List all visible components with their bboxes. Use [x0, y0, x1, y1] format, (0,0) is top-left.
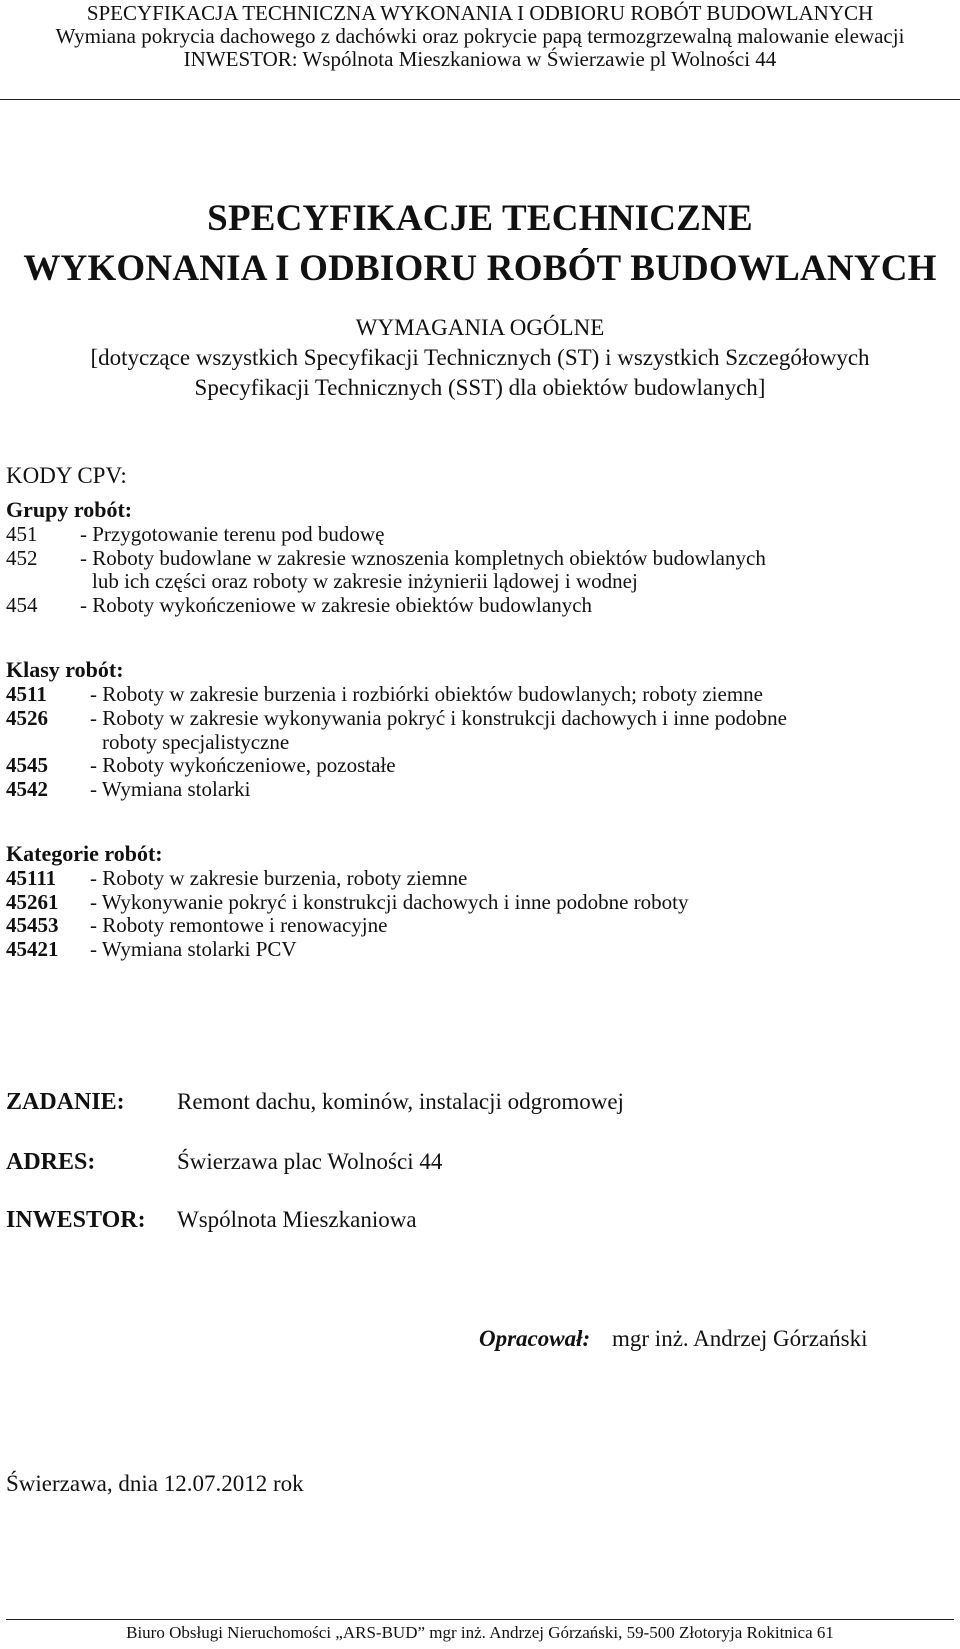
work-class-desc: roboty specjalistyczne: [102, 730, 290, 754]
document-subtitle: [0, 313, 960, 403]
header-line-2: Wymiana pokrycia dachowego z dachówki oraz pokrycie papą termozgrzewalną malowanie elewacji: [55, 24, 905, 48]
work-class-code: 4542: [6, 777, 48, 801]
work-class-code: 4545: [6, 753, 48, 777]
work-category-desc: - Roboty remontowe i renowacyjne: [90, 913, 388, 937]
work-category-desc: - Roboty w zakresie burzenia, roboty ziemne: [90, 866, 468, 890]
header-divider: [0, 99, 960, 100]
document-footer: Biuro Obsługi Nieruchomości „ARS-BUD” mgr inż. Andrzej Górzański, 59-500 Złotoryja Rokitnica 61: [126, 1623, 834, 1642]
title-line-1: SPECYFIKACJE TECHNICZNE: [207, 198, 753, 239]
work-category-code: 45421: [6, 937, 59, 961]
work-group-desc: - Przygotowanie terenu pod budowę: [80, 522, 385, 546]
footer-divider: [6, 1619, 954, 1620]
work-class-code: 4511: [6, 682, 47, 706]
title-line-2: WYKONANIA I ODBIORU ROBÓT BUDOWLANYCH: [23, 248, 937, 289]
prepared-by-label: Opracował:: [479, 1326, 591, 1351]
document-header: [0, 2, 960, 71]
work-category-code: 45261: [6, 890, 59, 914]
header-line-1: SPECYFIKACJA TECHNICZNA WYKONANIA I ODBIORU ROBÓT BUDOWLANYCH: [86, 1, 874, 25]
work-class-desc: - Roboty w zakresie wykonywania pokryć i konstrukcji dachowych i inne podobne: [90, 706, 787, 730]
work-class-desc: - Roboty w zakresie burzenia i rozbiórki obiektów budowlanych; roboty ziemne: [90, 682, 763, 706]
work-group-code: 454: [6, 593, 38, 617]
investor-value: Wspólnota Mieszkaniowa: [177, 1207, 417, 1232]
work-group-code: 452: [6, 546, 38, 570]
work-classes-heading: Klasy robót:: [6, 657, 124, 682]
subtitle-line-2: [dotyczące wszystkich Specyfikacji Technicznych (ST) i wszystkich Szczegółowych: [90, 345, 870, 370]
work-class-desc: - Wymiana stolarki: [90, 777, 251, 801]
work-category-code: 45453: [6, 913, 59, 937]
address-label: ADRES:: [6, 1149, 96, 1175]
task-label: ZADANIE:: [6, 1089, 125, 1115]
work-groups-heading: Grupy robót:: [6, 497, 133, 522]
header-line-3: INWESTOR: Wspólnota Mieszkaniowa w Świerzawie pl Wolności 44: [183, 47, 777, 71]
task-value: Remont dachu, kominów, instalacji odgromowej: [177, 1089, 624, 1114]
subtitle-line-1: WYMAGANIA OGÓLNE: [355, 315, 605, 340]
work-class-desc: - Roboty wykończeniowe, pozostałe: [90, 753, 396, 777]
cpv-codes-heading: KODY CPV:: [6, 463, 127, 488]
document-date: Świerzawa, dnia 12.07.2012 rok: [6, 1471, 304, 1496]
work-group-code: 451: [6, 522, 38, 546]
investor-label: INWESTOR:: [6, 1207, 146, 1233]
document-title: [0, 194, 960, 294]
work-category-desc: - Wykonywanie pokryć i konstrukcji dachowych i inne podobne roboty: [90, 890, 689, 914]
prepared-by-value: mgr inż. Andrzej Górzański: [612, 1326, 868, 1351]
work-categories-heading: Kategorie robót:: [6, 841, 163, 866]
work-group-desc: lub ich części oraz roboty w zakresie inżynierii lądowej i wodnej: [92, 569, 638, 593]
address-value: Świerzawa plac Wolności 44: [177, 1149, 443, 1174]
subtitle-line-3: Specyfikacji Technicznych (SST) dla obiektów budowlanych]: [194, 375, 766, 400]
work-category-code: 45111: [6, 866, 57, 890]
work-class-code: 4526: [6, 706, 48, 730]
work-group-desc: - Roboty wykończeniowe w zakresie obiektów budowlanych: [80, 593, 593, 617]
work-group-desc: - Roboty budowlane w zakresie wznoszenia kompletnych obiektów budowlanych: [80, 546, 766, 570]
work-category-desc: - Wymiana stolarki PCV: [90, 937, 297, 961]
